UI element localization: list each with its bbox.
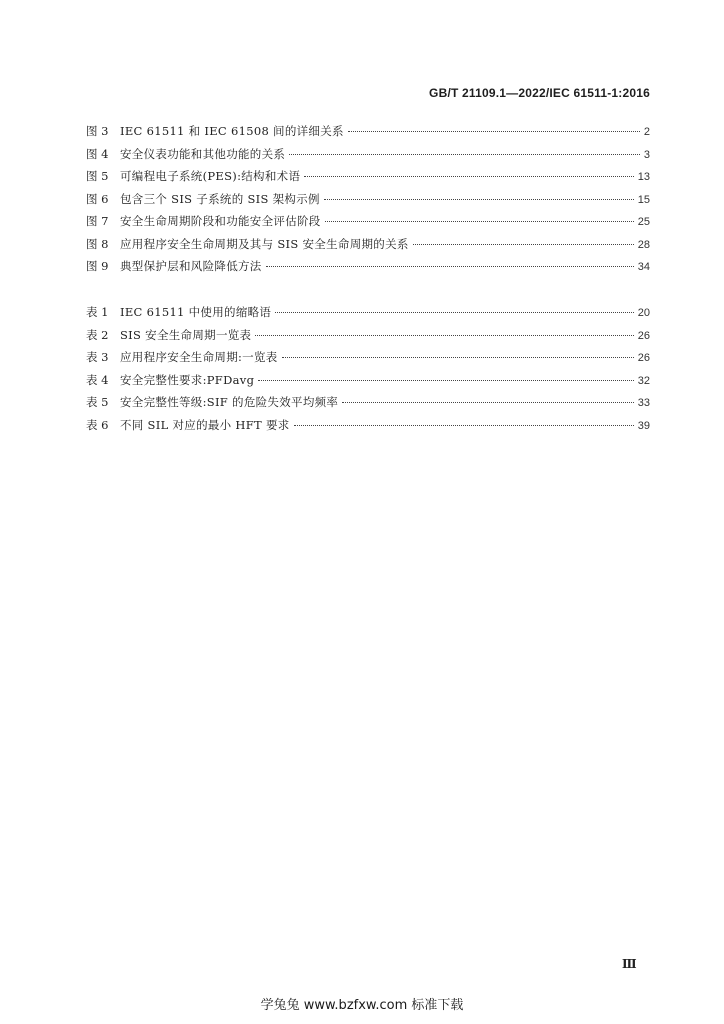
figure-label: 图 5 bbox=[86, 169, 109, 183]
table-title: 应用程序安全生命周期:一览表 bbox=[120, 350, 278, 364]
table-entry[interactable] bbox=[86, 391, 650, 414]
dot-leader bbox=[324, 199, 634, 200]
figure-label: 图 9 bbox=[86, 259, 109, 273]
figure-entry[interactable] bbox=[86, 233, 650, 256]
figure-label: 图 4 bbox=[86, 146, 109, 161]
figure-page-number: 25 bbox=[637, 216, 650, 228]
table-page-number: 39 bbox=[637, 419, 650, 432]
table-title: 安全完整性要求:PFDavg bbox=[120, 372, 255, 387]
dot-leader bbox=[304, 176, 633, 177]
table-label: 表 4 bbox=[86, 372, 109, 387]
site-watermark: 学兔兔 www.bzfxw.com 标准下载 bbox=[260, 998, 464, 1013]
figure-label: 图 3 bbox=[86, 124, 109, 138]
table-entry[interactable] bbox=[86, 301, 650, 324]
dot-leader bbox=[325, 221, 634, 222]
figure-page-number: 3 bbox=[643, 148, 650, 161]
table-page-number: 32 bbox=[637, 374, 650, 387]
dot-leader bbox=[255, 335, 633, 336]
table-list bbox=[86, 301, 650, 436]
figure-title: 可编程电子系统(PES):结构和术语 bbox=[120, 169, 301, 183]
table-page-number: 26 bbox=[637, 329, 650, 342]
dot-leader bbox=[282, 357, 634, 358]
table-entry[interactable] bbox=[86, 369, 650, 392]
table-page-number: 33 bbox=[637, 397, 650, 409]
figure-entry[interactable] bbox=[86, 188, 650, 211]
table-label: 表 2 bbox=[86, 327, 109, 342]
table-label: 表 3 bbox=[86, 350, 109, 364]
dot-leader bbox=[413, 244, 634, 245]
table-title: 不同 SIL 对应的最小 HFT 要求 bbox=[120, 417, 290, 432]
dot-leader bbox=[275, 312, 634, 313]
figure-label: 图 8 bbox=[86, 236, 109, 251]
figure-page-number: 13 bbox=[637, 171, 650, 183]
dot-leader bbox=[294, 425, 634, 426]
figure-title: IEC 61511 和 IEC 61508 间的详细关系 bbox=[120, 124, 344, 138]
figure-list bbox=[86, 120, 650, 278]
figure-title: 应用程序安全生命周期及其与 SIS 安全生命周期的关系 bbox=[120, 236, 409, 251]
dot-leader bbox=[258, 380, 634, 381]
table-label: 表 1 bbox=[86, 305, 109, 319]
figure-entry[interactable] bbox=[86, 255, 650, 278]
dot-leader bbox=[342, 402, 634, 403]
figure-page-number: 2 bbox=[643, 126, 650, 138]
figure-entry[interactable] bbox=[86, 120, 650, 143]
table-entry[interactable] bbox=[86, 346, 650, 369]
figure-title: 典型保护层和风险降低方法 bbox=[120, 259, 262, 273]
table-label: 表 6 bbox=[86, 417, 109, 432]
dot-leader bbox=[289, 154, 640, 155]
page-number: Ⅲ bbox=[622, 957, 637, 971]
dot-leader bbox=[266, 266, 634, 267]
figure-page-number: 34 bbox=[637, 261, 650, 273]
table-entry[interactable] bbox=[86, 414, 650, 437]
figure-entry[interactable] bbox=[86, 210, 650, 233]
table-page-number: 26 bbox=[637, 352, 650, 364]
figure-page-number: 15 bbox=[637, 193, 650, 206]
dot-leader bbox=[348, 131, 640, 132]
table-title: IEC 61511 中使用的缩略语 bbox=[120, 305, 272, 319]
table-page-number: 20 bbox=[637, 307, 650, 319]
standard-number-header: GB/T 21109.1—2022/IEC 61511-1:2016 bbox=[429, 86, 650, 100]
figure-title: 包含三个 SIS 子系统的 SIS 架构示例 bbox=[120, 191, 320, 206]
figure-page-number: 28 bbox=[637, 238, 650, 251]
figure-label: 图 7 bbox=[86, 214, 109, 228]
figure-title: 安全生命周期阶段和功能安全评估阶段 bbox=[120, 214, 321, 228]
table-title: SIS 安全生命周期一览表 bbox=[120, 327, 252, 342]
figure-title: 安全仪表功能和其他功能的关系 bbox=[120, 146, 286, 161]
figure-label: 图 6 bbox=[86, 191, 109, 206]
figure-entry[interactable] bbox=[86, 165, 650, 188]
table-entry[interactable] bbox=[86, 324, 650, 347]
figure-entry[interactable] bbox=[86, 143, 650, 166]
table-title: 安全完整性等级:SIF 的危险失效平均频率 bbox=[120, 395, 339, 409]
table-label: 表 5 bbox=[86, 395, 109, 409]
